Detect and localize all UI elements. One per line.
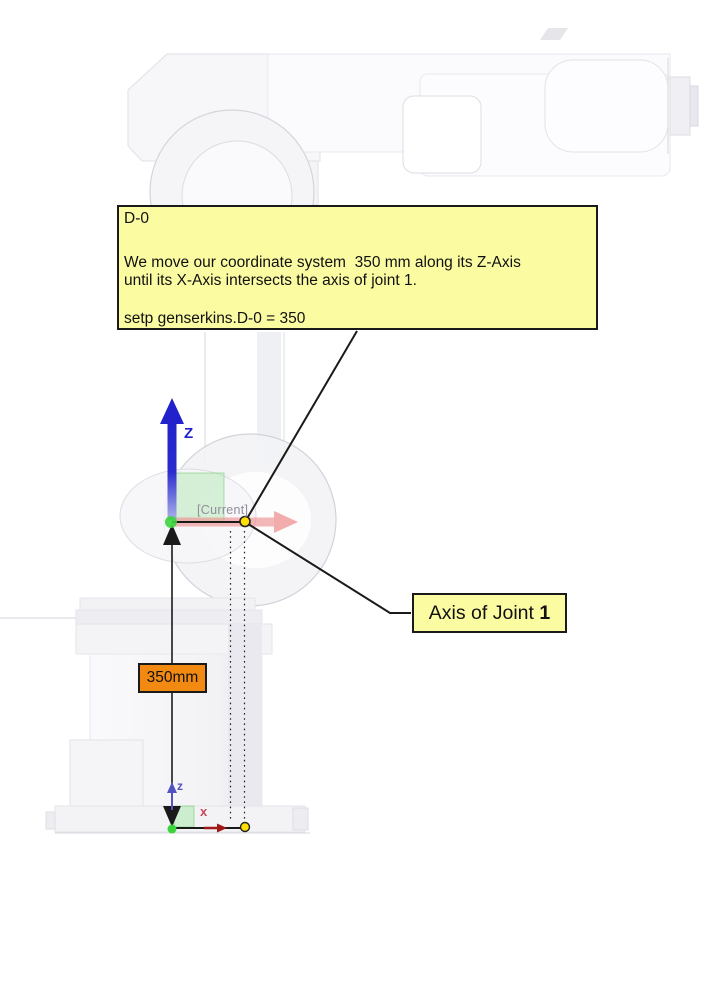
- robot-arm-illustration: [0, 28, 698, 833]
- info-body-line2: until its X-Axis intersects the axis of joint 1.: [124, 272, 417, 289]
- base-joint-axis-marker: [241, 823, 250, 832]
- origin-marker: [165, 516, 177, 528]
- robot-flange-ridges: [690, 86, 698, 126]
- axis-of-joint-text: Axis of Joint: [428, 601, 540, 624]
- info-command: setp genserkins.D-0 = 350: [124, 309, 306, 327]
- current-frame-label: [Current]: [197, 503, 249, 517]
- robot-elbow-housing: [403, 96, 481, 173]
- base-origin-marker: [168, 825, 177, 834]
- robot-top-tab: [540, 28, 568, 40]
- axis-of-joint-label: [412, 593, 567, 633]
- info-callout-box: [117, 205, 598, 330]
- axis-of-joint-number: 1: [539, 601, 551, 624]
- robot-flange: [670, 77, 690, 135]
- base-z-axis-label: z: [177, 779, 183, 793]
- base-disk-2: [76, 610, 262, 624]
- robot-wrist: [545, 60, 668, 152]
- base-x-axis-label: x: [200, 804, 208, 819]
- base-left-box: [70, 740, 143, 806]
- info-title: D-0: [124, 210, 149, 227]
- dimension-tag: [138, 663, 207, 693]
- base-disk-1: [80, 598, 255, 610]
- z-axis-label: Z: [184, 425, 194, 442]
- base-foot-right: [293, 808, 308, 830]
- joint-axis-marker: [240, 517, 250, 527]
- base-foot-left: [46, 812, 55, 829]
- info-body-line1: We move our coordinate system 350 mm along its Z-Axis: [124, 253, 521, 271]
- dimension-tag-text: 350mm: [146, 669, 199, 686]
